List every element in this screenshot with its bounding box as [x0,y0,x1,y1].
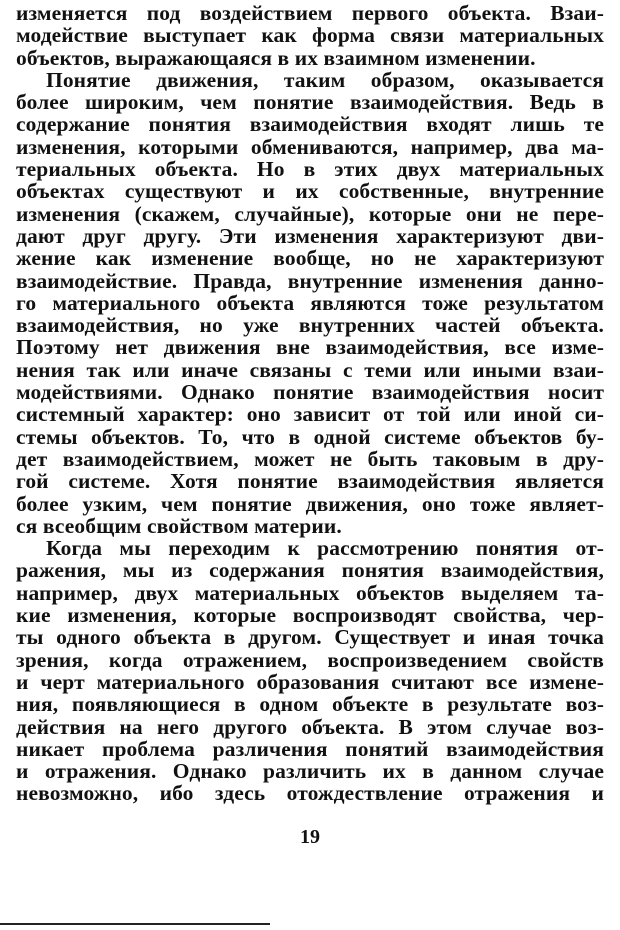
text-line: действия на него другого объекта. В этом случае воз- [16,714,604,739]
text-line: жение как изменение вообще, но не характеризуют [16,246,604,271]
text-line: модействие выступает как форма связи материальных [16,23,604,48]
footnote-rule [0,923,270,925]
text-line: модействиями. Однако понятие взаимодействия носит [16,380,604,405]
text-line: например, двух материальных объектов выделяем та- [16,580,604,605]
text-line: и черт материального образования считают все измене- [16,669,604,694]
text-line: гой системе. Хотя понятие взаимодействия является [16,469,604,494]
text-line: невозможно, ибо здесь отождествление отражения и [16,781,604,806]
text-line: Понятие движения, таким образом, оказывается [46,67,604,92]
text-line: Когда мы переходим к рассмотрению понятия от- [46,536,604,561]
text-line: ражения, мы из содержания понятия взаимодействия, [16,558,604,583]
page-number: 19 [300,826,320,848]
text-line: более широким, чем понятие взаимодействия. Ведь в [16,90,604,115]
text-line: взаимодействие. Правда, внутренние изменения данно- [16,268,604,293]
text-line: дают друг другу. Эти изменения характеризуют дви- [16,223,604,248]
text-line: никает проблема различения понятий взаимодействия [16,736,604,761]
text-line: содержание понятия взаимодействия входят лишь те [16,112,604,137]
text-line: го материального объекта являются тоже результатом [16,290,604,315]
text-line: изменения, которыми обмениваются, например, два ма- [16,134,604,159]
text-line: ся всеобщим свойством материи. [16,513,342,538]
text-line: ты одного объекта в другом. Существует и иная точка [16,625,604,650]
text-line: изменения (скажем, случайные), которые они не пере- [16,201,604,226]
text-line: Поэтому нет движения вне взаимодействия, все изме- [16,335,604,360]
text-line: и отражения. Однако различить их в данном случае [16,759,604,784]
text-line: зрения, когда отражением, воспроизведением свойств [16,647,604,672]
text-line: объектов, выражающаяся в их взаимном изменении. [16,45,536,70]
body-text [16,2,604,805]
text-line: системный характер: оно зависит от той или иной си- [16,402,604,427]
text-line: кие изменения, которые воспроизводят свойства, чер- [16,603,604,628]
text-line: ния, появляющиеся в одном объекте в результате воз- [16,692,604,717]
text-line: взаимодействия, но уже внутренних частей объекта. [16,313,604,338]
text-line: териальных объекта. Но в этих двух материальных [16,157,604,182]
text-line: дет взаимодействием, может не быть таковым в дру- [16,446,604,471]
text-line: нения так или иначе связаны с теми или иными взаи- [16,357,604,382]
text-line: более узким, чем понятие движения, оно тоже являет- [16,491,604,516]
text-line: изменяется под воздействием первого объекта. Взаи- [16,1,604,25]
text-line: объектах существуют и их собственные, внутренние [16,179,604,204]
text-line: стемы объектов. То, что в одной системе объектов бу- [16,424,604,449]
